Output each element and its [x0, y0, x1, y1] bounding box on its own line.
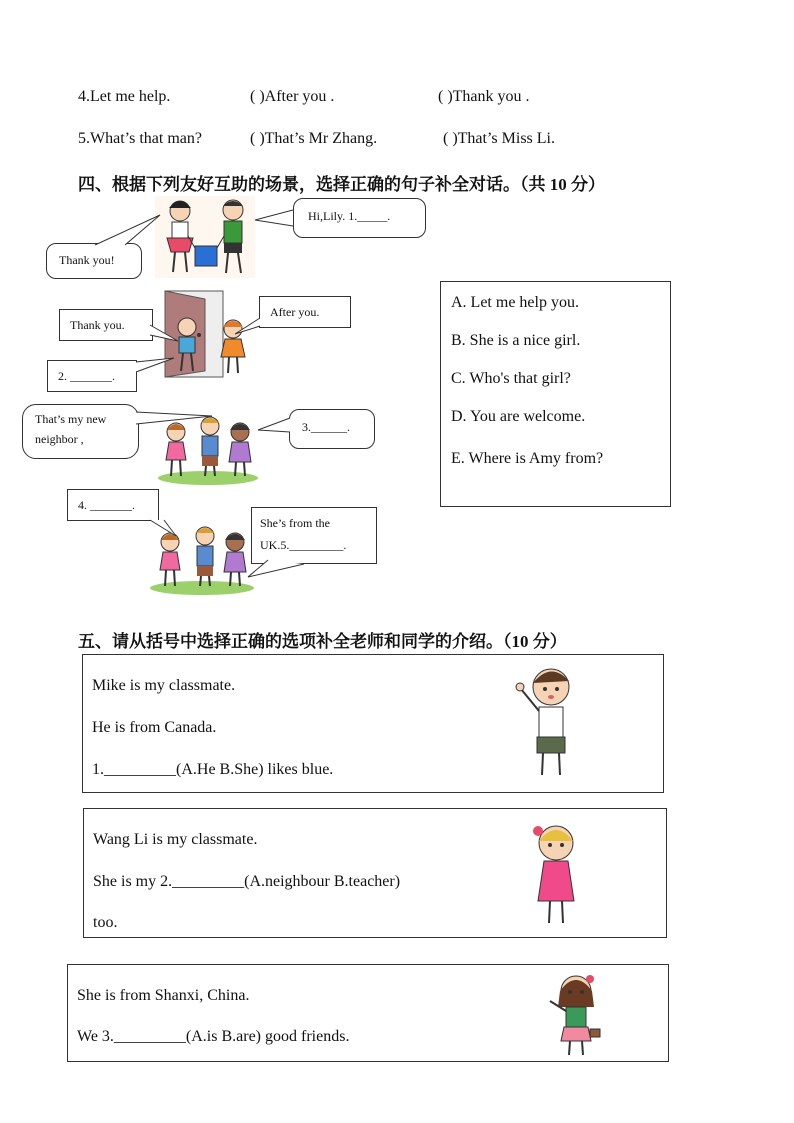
scene2-left-box [59, 309, 153, 341]
q4-prompt: 4.Let me help. [78, 88, 171, 105]
q4-option-1[interactable]: ( )After you . [250, 88, 335, 105]
option-e[interactable]: E. Where is Amy from? [451, 450, 604, 467]
scene4-left-tail [150, 518, 180, 538]
scene1-illustration [155, 196, 255, 278]
scene2-right-box [259, 296, 351, 328]
box3-line1: She is from Shanxi, China. [77, 987, 250, 1004]
scene4-right-line1: She’s from the [260, 516, 330, 530]
box2-line1: Wang Li is my classmate. [93, 831, 258, 848]
q4-option-2[interactable]: ( )Thank you . [438, 88, 530, 105]
box2-line3: too. [93, 914, 118, 931]
scene2-blank-text: 2. _______. [58, 369, 115, 383]
q5-option-2[interactable]: ( )That’s Miss Li. [443, 130, 555, 147]
scene4-right-line2: UK.5._________. [260, 538, 347, 552]
scene1-left-bubble [46, 243, 142, 279]
scene1-left-tail [95, 215, 165, 245]
scene3-left-bubble [22, 404, 139, 459]
q5-prompt: 5.What’s that man? [78, 130, 202, 147]
box1-line1: Mike is my classmate. [92, 677, 236, 694]
scene3-left-line1: That’s my new [35, 412, 107, 426]
scene2-blank-tail [136, 358, 176, 378]
box1-line2: He is from Canada. [92, 719, 217, 736]
section4-heading: 四、根据下列友好互助的场景，选择正确的句子补全对话。（共 10 分） [78, 175, 605, 194]
box1-line3[interactable]: 1._________(A.He B.She) likes blue. [92, 761, 334, 778]
option-b[interactable]: B. She is a nice girl. [451, 332, 581, 349]
intro-box-1 [82, 654, 664, 793]
box2-line2[interactable]: She is my 2._________(A.neighbour B.teacher) [93, 873, 401, 890]
girl-illustration [546, 971, 606, 1059]
scene1-right-text: Hi,Lily. 1._____. [308, 209, 391, 223]
intro-box-2 [83, 808, 667, 938]
scene3-left-tail [136, 412, 216, 432]
scene1-left-text: Thank you! [59, 253, 115, 267]
scene2-right-text: After you. [270, 305, 320, 319]
scene4-right-tail [248, 560, 308, 580]
scene3-right-bubble[interactable] [289, 409, 375, 449]
box3-line2[interactable]: We 3._________(A.is B.are) good friends. [77, 1028, 350, 1045]
scene4-left-text: 4. _______. [78, 498, 135, 512]
options-box [440, 281, 671, 507]
girl-wangli-illustration [524, 819, 584, 931]
option-c[interactable]: C. Who's that girl? [451, 370, 571, 387]
option-a[interactable]: A. Let me help you. [451, 294, 579, 311]
scene2-left-text: Thank you. [70, 318, 125, 332]
scene2-blank-box[interactable] [47, 360, 137, 392]
scene1-right-bubble [293, 198, 426, 238]
scene1-right-tail [255, 210, 295, 230]
intro-box-3 [67, 964, 669, 1062]
section5-heading: 五、请从括号中选择正确的选项补全老师和同学的介绍。（10 分） [78, 632, 567, 651]
q5-option-1[interactable]: ( )That’s Mr Zhang. [250, 130, 378, 147]
scene4-right-box[interactable] [251, 507, 377, 564]
scene2-right-tail [235, 318, 265, 338]
scene2-left-tail [150, 325, 180, 345]
scene3-right-text: 3.______. [302, 420, 350, 434]
scene4-left-box[interactable] [67, 489, 159, 521]
boy-mike-illustration [513, 663, 583, 788]
scene3-left-line2: neighbor , [35, 432, 84, 446]
scene3-right-tail [258, 418, 292, 438]
option-d[interactable]: D. You are welcome. [451, 408, 586, 425]
